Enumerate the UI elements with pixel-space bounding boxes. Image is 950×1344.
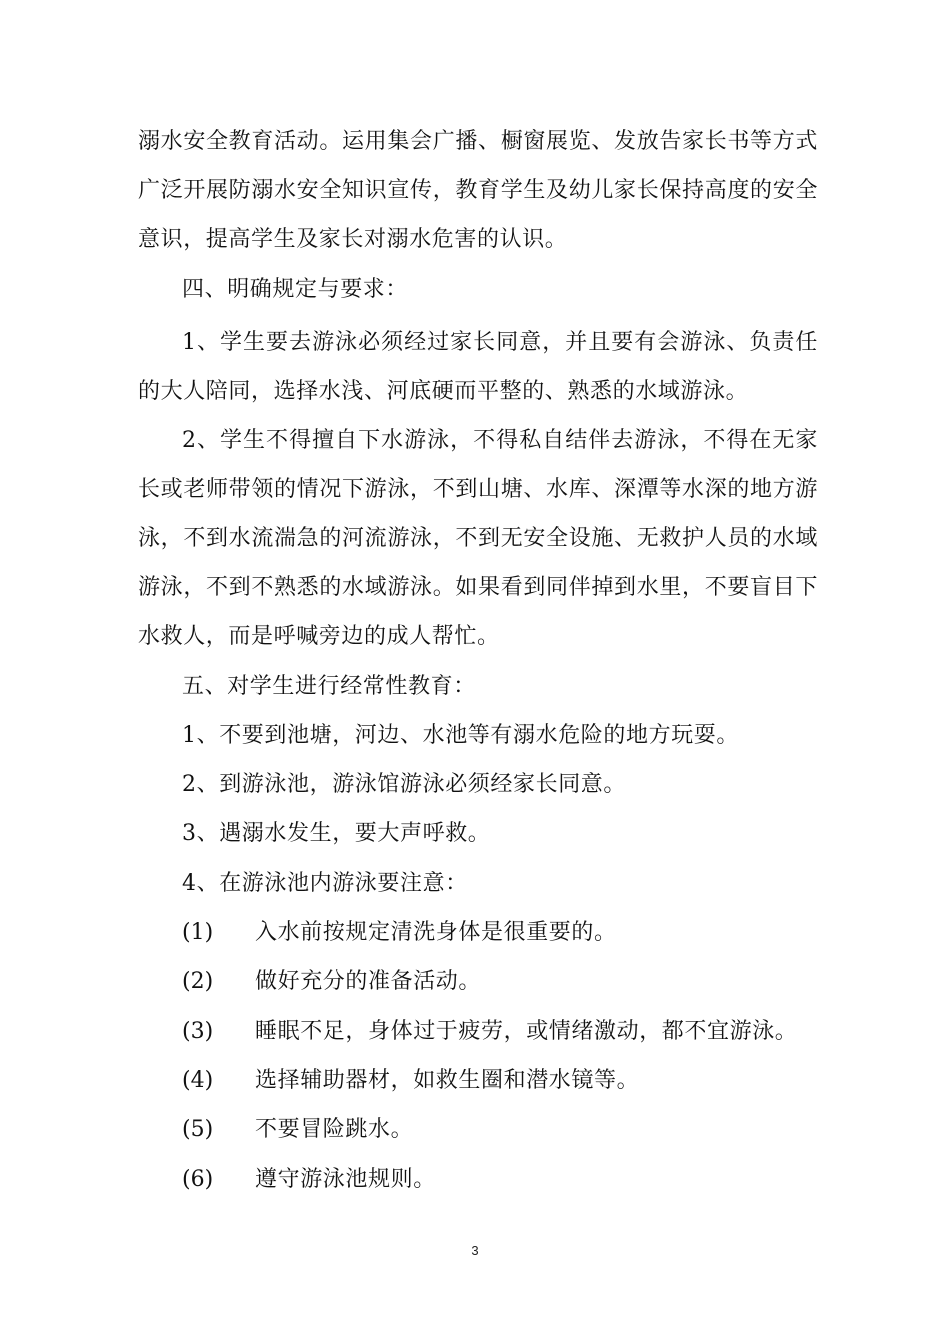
intro-paragraph: 溺水安全教育活动。运用集会广播、橱窗展览、发放告家长书等方式广泛开展防溺水安全知识宣传，教育学生及幼儿家长保持高度的安全意识，提高学生及家长对溺水危害的认识。 bbox=[138, 129, 818, 252]
rule-1-paragraph: 1、学生要去游泳必须经过家长同意，并且要有会游泳、负责任的大人陪同，选择水浅、河底硬而平整的、熟悉的水域游泳。 bbox=[138, 330, 818, 404]
sub-item-text: 做好充分的准备活动。 bbox=[255, 969, 482, 994]
sub-item-number: (3) bbox=[182, 1019, 214, 1044]
section-heading-4: 四、明确规定与要求： bbox=[182, 277, 409, 302]
sub-item-text: 入水前按规定清洗身体是很重要的。 bbox=[255, 920, 617, 945]
sub-item-number: (5) bbox=[182, 1117, 214, 1142]
sub-item bbox=[182, 1066, 639, 1096]
sub-item-number: (6) bbox=[182, 1167, 214, 1192]
sub-item-text: 睡眠不足，身体过于疲劳，或情绪激动，都不宜游泳。 bbox=[255, 1019, 798, 1044]
sub-item bbox=[182, 1115, 413, 1145]
sub-item-number: (4) bbox=[182, 1068, 214, 1093]
education-item-2: 2、到游泳池，游泳馆游泳必须经家长同意。 bbox=[182, 772, 626, 797]
education-item-4: 4、在游泳池内游泳要注意： bbox=[182, 871, 468, 896]
section-heading-5: 五、对学生进行经常性教育： bbox=[182, 674, 476, 699]
sub-item bbox=[182, 1165, 436, 1195]
page-number: 3 bbox=[471, 1243, 479, 1258]
education-item-1: 1、不要到池塘，河边、水池等有溺水危险的地方玩耍。 bbox=[182, 723, 739, 748]
sub-item bbox=[182, 967, 481, 997]
rule-2-paragraph: 2、学生不得擅自下水游泳，不得私自结伴去游泳，不得在无家长或老师带领的情况下游泳，不到山塘、水库、深潭等水深的地方游泳，不到水流湍急的河流游泳，不到无安全设施、无救护人员的水域游泳，不到不熟悉的水域游泳。如果看到同伴掉到水里，不要盲目下水救人，而是呼喊旁边的成人帮忙。 bbox=[138, 428, 818, 649]
sub-item bbox=[182, 918, 617, 948]
sub-item-text: 遵守游泳池规则。 bbox=[255, 1167, 436, 1192]
education-item-3: 3、遇溺水发生，要大声呼救。 bbox=[182, 821, 491, 846]
sub-item bbox=[182, 1017, 797, 1047]
sub-item-number: (2) bbox=[182, 969, 214, 994]
sub-item-text: 不要冒险跳水。 bbox=[255, 1117, 414, 1142]
sub-item-text: 选择辅助器材，如救生圈和潜水镜等。 bbox=[255, 1068, 640, 1093]
sub-item-number: (1) bbox=[182, 920, 214, 945]
